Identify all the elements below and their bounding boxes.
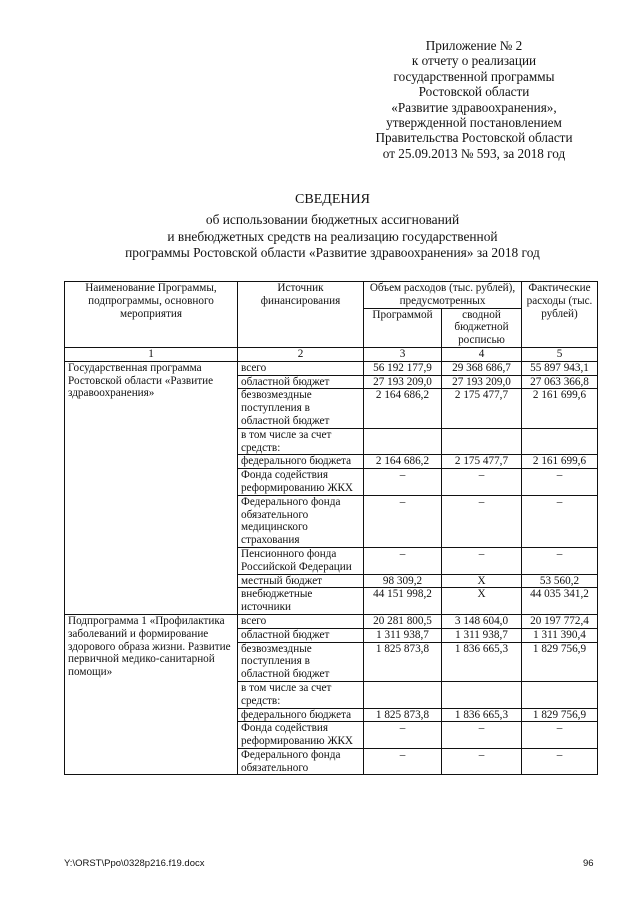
- budget-amount-cell: 2 175 477,7: [442, 389, 522, 428]
- appendix-line: «Развитие здравоохранения»,: [391, 99, 557, 115]
- program-amount-cell: –: [364, 547, 442, 574]
- actual-amount-cell: 27 063 366,8: [522, 375, 598, 389]
- program-amount-cell: [364, 428, 442, 455]
- appendix-note: [330, 38, 618, 161]
- appendix-line: Приложение № 2: [425, 38, 523, 53]
- source-cell: местный бюджет: [238, 574, 364, 588]
- column-number: 2: [238, 347, 364, 361]
- program-amount-cell: 2 164 686,2: [364, 455, 442, 469]
- actual-amount-cell: –: [522, 495, 598, 547]
- actual-amount-cell: –: [522, 722, 598, 749]
- subtitle-line: и внебюджетных средств на реализацию государственной: [167, 228, 498, 244]
- actual-amount-cell: –: [522, 469, 598, 496]
- budget-amount-cell: –: [442, 547, 522, 574]
- source-cell: федерального бюджета: [238, 708, 364, 722]
- column-number: 5: [522, 347, 598, 361]
- actual-amount-cell: 1 829 756,9: [522, 708, 598, 722]
- source-cell: всего: [238, 614, 364, 628]
- program-amount-cell: 20 281 800,5: [364, 614, 442, 628]
- actual-amount-cell: 44 035 341,2: [522, 588, 598, 615]
- appendix-line: к отчету о реализации: [411, 53, 537, 69]
- document-heading: СВЕДЕНИЯ: [295, 192, 370, 207]
- column-number: 1: [65, 347, 238, 361]
- budget-amount-cell: –: [442, 722, 522, 749]
- budget-amount-cell: [442, 428, 522, 455]
- source-cell: в том числе за счет средств:: [238, 428, 364, 455]
- program-amount-cell: 98 309,2: [364, 574, 442, 588]
- program-name-cell: Государственная программа Ростовской области «Развитие здравоохранения»: [65, 361, 238, 614]
- footer-file-path: Y:\ORST\Ppo\0328p216.f19.docx: [64, 858, 205, 869]
- actual-amount-cell: [522, 428, 598, 455]
- source-cell: областной бюджет: [238, 375, 364, 389]
- program-amount-cell: –: [364, 722, 442, 749]
- header-source: Источник финансирования: [238, 282, 364, 348]
- program-amount-cell: 1 825 873,8: [364, 642, 442, 681]
- program-amount-cell: 44 151 998,2: [364, 588, 442, 615]
- appendix-line: Ростовской области: [418, 84, 530, 100]
- actual-amount-cell: 2 161 699,6: [522, 455, 598, 469]
- header-budget: сводной бюджетной росписью: [442, 308, 522, 347]
- budget-amount-cell: 1 836 665,3: [442, 708, 522, 722]
- column-number: 4: [442, 347, 522, 361]
- source-cell: федерального бюджета: [238, 455, 364, 469]
- expenditure-table: [64, 281, 598, 775]
- budget-amount-cell: 2 175 477,7: [442, 455, 522, 469]
- source-cell: Фонда содействия реформированию ЖКХ: [238, 722, 364, 749]
- subtitle-line: программы Ростовской области «Развитие здравоохранения» за 2018 год: [125, 245, 540, 260]
- subtitle-line: об использовании бюджетных ассигнований: [205, 212, 460, 227]
- program-name-cell: Подпрограмма 1 «Профилактика заболеваний и формирование здорового образа жизни. Развитие первичной медико-санитарной помощи»: [65, 614, 238, 775]
- actual-amount-cell: 1 311 390,4: [522, 628, 598, 642]
- program-amount-cell: –: [364, 748, 442, 775]
- column-numbers-row: [65, 347, 598, 361]
- table-row: [65, 361, 598, 375]
- budget-amount-cell: 1 311 938,7: [442, 628, 522, 642]
- source-cell: Фонда содействия реформированию ЖКХ: [238, 469, 364, 496]
- table-row: [65, 614, 598, 628]
- budget-amount-cell: Х: [442, 588, 522, 615]
- source-cell: в том числе за счет средств:: [238, 681, 364, 708]
- budget-amount-cell: Х: [442, 574, 522, 588]
- budget-amount-cell: 1 836 665,3: [442, 642, 522, 681]
- actual-amount-cell: 53 560,2: [522, 574, 598, 588]
- program-amount-cell: –: [364, 495, 442, 547]
- budget-amount-cell: –: [442, 495, 522, 547]
- program-amount-cell: 56 192 177,9: [364, 361, 442, 375]
- table-header-row: [65, 282, 598, 309]
- budget-amount-cell: 3 148 604,0: [442, 614, 522, 628]
- budget-amount-cell: 27 193 209,0: [442, 375, 522, 389]
- source-cell: всего: [238, 361, 364, 375]
- budget-amount-cell: 29 368 686,7: [442, 361, 522, 375]
- source-cell: внебюджетные источники: [238, 588, 364, 615]
- actual-amount-cell: –: [522, 547, 598, 574]
- actual-amount-cell: 55 897 943,1: [522, 361, 598, 375]
- header-program: Программой: [364, 308, 442, 347]
- program-amount-cell: 1 825 873,8: [364, 708, 442, 722]
- source-cell: безвозмездные поступления в областной бюджет: [238, 642, 364, 681]
- actual-amount-cell: 20 197 772,4: [522, 614, 598, 628]
- header-planned: Объем расходов (тыс. рублей), предусмотренных: [364, 282, 522, 309]
- program-amount-cell: –: [364, 469, 442, 496]
- header-name: Наименование Программы, подпрограммы, основного мероприятия: [65, 282, 238, 348]
- budget-amount-cell: –: [442, 469, 522, 496]
- budget-amount-cell: [442, 681, 522, 708]
- program-amount-cell: 27 193 209,0: [364, 375, 442, 389]
- budget-amount-cell: –: [442, 748, 522, 775]
- appendix-line: государственной программы: [393, 68, 555, 84]
- source-cell: Федерального фонда обязательного: [238, 748, 364, 775]
- actual-amount-cell: [522, 681, 598, 708]
- footer-page-number: 96: [583, 858, 594, 869]
- source-cell: Пенсионного фонда Российской Федерации: [238, 547, 364, 574]
- appendix-line: утвержденной постановлением: [386, 115, 562, 131]
- source-cell: безвозмездные поступления в областной бюджет: [238, 389, 364, 428]
- appendix-line: от 25.09.2013 № 593, за 2018 год: [382, 145, 566, 161]
- actual-amount-cell: 1 829 756,9: [522, 642, 598, 681]
- header-actual: Фактические расходы (тыс. рублей): [522, 282, 598, 348]
- appendix-line: Правительства Ростовской области: [375, 130, 573, 146]
- program-amount-cell: 1 311 938,7: [364, 628, 442, 642]
- source-cell: областной бюджет: [238, 628, 364, 642]
- column-number: 3: [364, 347, 442, 361]
- source-cell: Федерального фонда обязательного медицинского страхования: [238, 495, 364, 547]
- actual-amount-cell: –: [522, 748, 598, 775]
- program-amount-cell: 2 164 686,2: [364, 389, 442, 428]
- program-amount-cell: [364, 681, 442, 708]
- document-subtitle: [64, 212, 601, 262]
- actual-amount-cell: 2 161 699,6: [522, 389, 598, 428]
